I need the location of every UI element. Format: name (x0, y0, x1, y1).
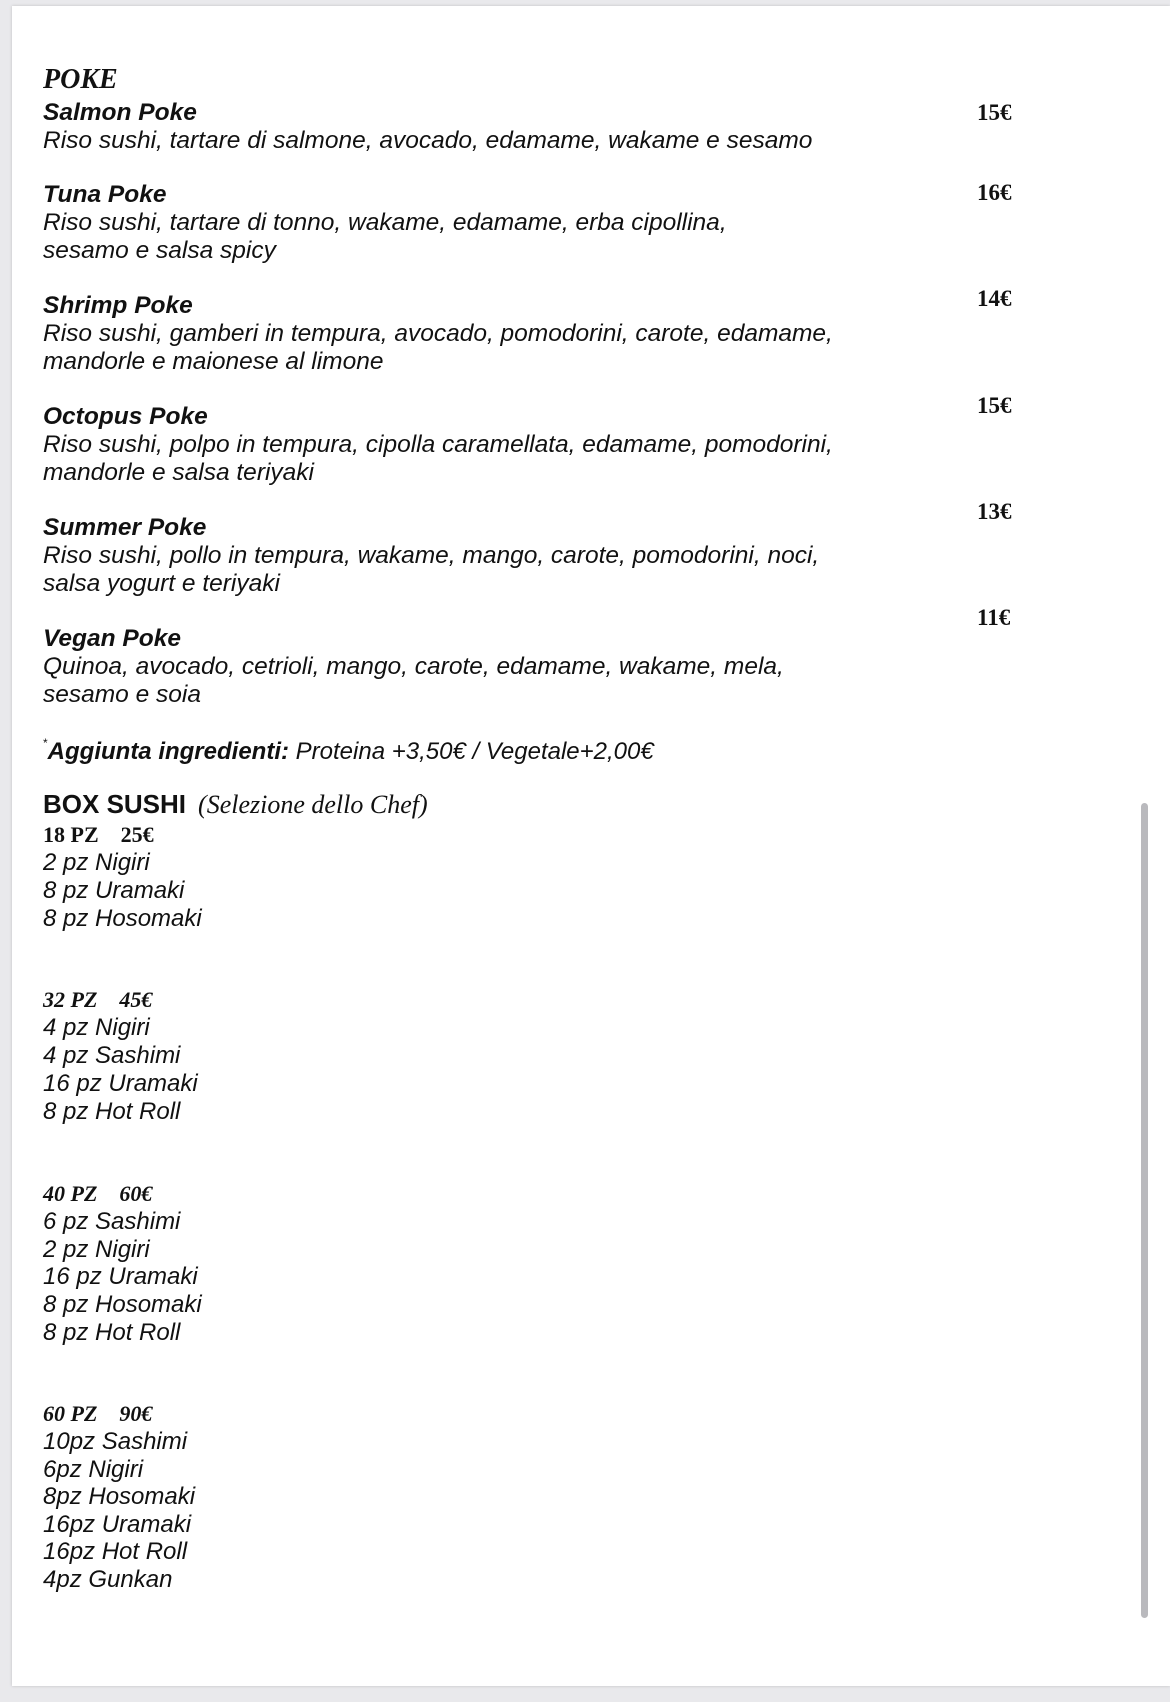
box-line: 16pz Hot Roll (43, 1538, 188, 1565)
box-price: 60€ (119, 1181, 153, 1206)
box-line: 8 pz Uramaki (43, 877, 185, 904)
box-line: 8 pz Hosomaki (43, 1291, 202, 1318)
box-header-18pz (43, 822, 154, 848)
item-desc-octopus-poke: Riso sushi, polpo in tempura, cipolla caramellata, edamame, pomodorini, mandorle e salsa teriyaki (43, 431, 833, 486)
item-price-tuna-poke: 16€ (977, 180, 1012, 205)
box-line: 6pz Nigiri (43, 1456, 144, 1483)
box-header-32pz (43, 987, 152, 1013)
poke-section-title: POKE (43, 64, 118, 95)
box-line: 8 pz Hosomaki (43, 905, 202, 932)
item-desc-summer-poke: Riso sushi, pollo in tempura, wakame, mango, carote, pomodorini, noci, salsa yogurt e teriyaki (43, 542, 820, 597)
item-price-octopus-poke: 15€ (977, 393, 1012, 418)
box-line: 4 pz Nigiri (43, 1014, 150, 1041)
extra-ingredients-mark: * (43, 736, 48, 750)
box-line: 6 pz Sashimi (43, 1208, 181, 1235)
item-desc-shrimp-poke: Riso sushi, gamberi in tempura, avocado, pomodorini, carote, edamame, mandorle e maionese al limone (43, 320, 833, 375)
item-name-shrimp-poke: Shrimp Poke (43, 292, 193, 319)
box-line: 8 pz Hot Roll (43, 1319, 181, 1346)
item-name-salmon-poke: Salmon Poke (43, 99, 197, 126)
item-name-tuna-poke: Tuna Poke (43, 181, 167, 208)
item-desc-tuna-poke: Riso sushi, tartare di tonno, wakame, edamame, erba cipollina, sesamo e salsa spicy (43, 209, 727, 264)
item-price-vegan-poke: 11€ (977, 605, 1011, 630)
box-line: 16 pz Uramaki (43, 1263, 198, 1290)
item-price-summer-poke: 13€ (977, 499, 1012, 524)
box-sushi-subtitle: (Selezione dello Chef) (198, 790, 428, 819)
box-pieces: 40 PZ (43, 1181, 98, 1206)
box-pieces: 18 PZ (43, 822, 99, 847)
box-pieces: 32 PZ (43, 987, 98, 1012)
item-name-vegan-poke: Vegan Poke (43, 625, 181, 652)
box-sushi-title: BOX SUSHI (43, 789, 187, 819)
box-line: 16 pz Uramaki (43, 1070, 198, 1097)
extra-ingredients-note (43, 736, 654, 766)
box-line: 10pz Sashimi (43, 1428, 188, 1455)
item-price-salmon-poke: 15€ (977, 100, 1012, 125)
vertical-scrollbar[interactable] (1141, 803, 1148, 1618)
box-price: 45€ (119, 987, 153, 1012)
box-line: 16pz Uramaki (43, 1511, 192, 1538)
extra-ingredients-label: Aggiunta ingredienti: (47, 738, 289, 765)
item-price-shrimp-poke: 14€ (977, 286, 1012, 311)
item-name-octopus-poke: Octopus Poke (43, 403, 208, 430)
extra-ingredients-text: Proteina +3,50€ / Vegetale+2,00€ (288, 738, 654, 765)
item-desc-salmon-poke: Riso sushi, tartare di salmone, avocado, edamame, wakame e sesamo (43, 127, 813, 154)
item-name-summer-poke: Summer Poke (43, 514, 207, 541)
box-line: 2 pz Nigiri (43, 1236, 150, 1263)
box-line: 4 pz Sashimi (43, 1042, 181, 1069)
box-line: 4pz Gunkan (43, 1566, 173, 1593)
box-line: 8 pz Hot Roll (43, 1098, 181, 1125)
box-price: 90€ (119, 1401, 153, 1426)
box-line: 2 pz Nigiri (43, 849, 150, 876)
box-header-60pz (43, 1401, 152, 1427)
box-pieces: 60 PZ (43, 1401, 98, 1426)
box-sushi-header (43, 789, 428, 820)
box-price: 25€ (120, 822, 154, 847)
item-desc-vegan-poke: Quinoa, avocado, cetrioli, mango, carote, edamame, wakame, mela, sesamo e soia (43, 653, 784, 708)
box-header-40pz (43, 1181, 152, 1207)
menu-page (12, 6, 1170, 1686)
box-line: 8pz Hosomaki (43, 1483, 196, 1510)
